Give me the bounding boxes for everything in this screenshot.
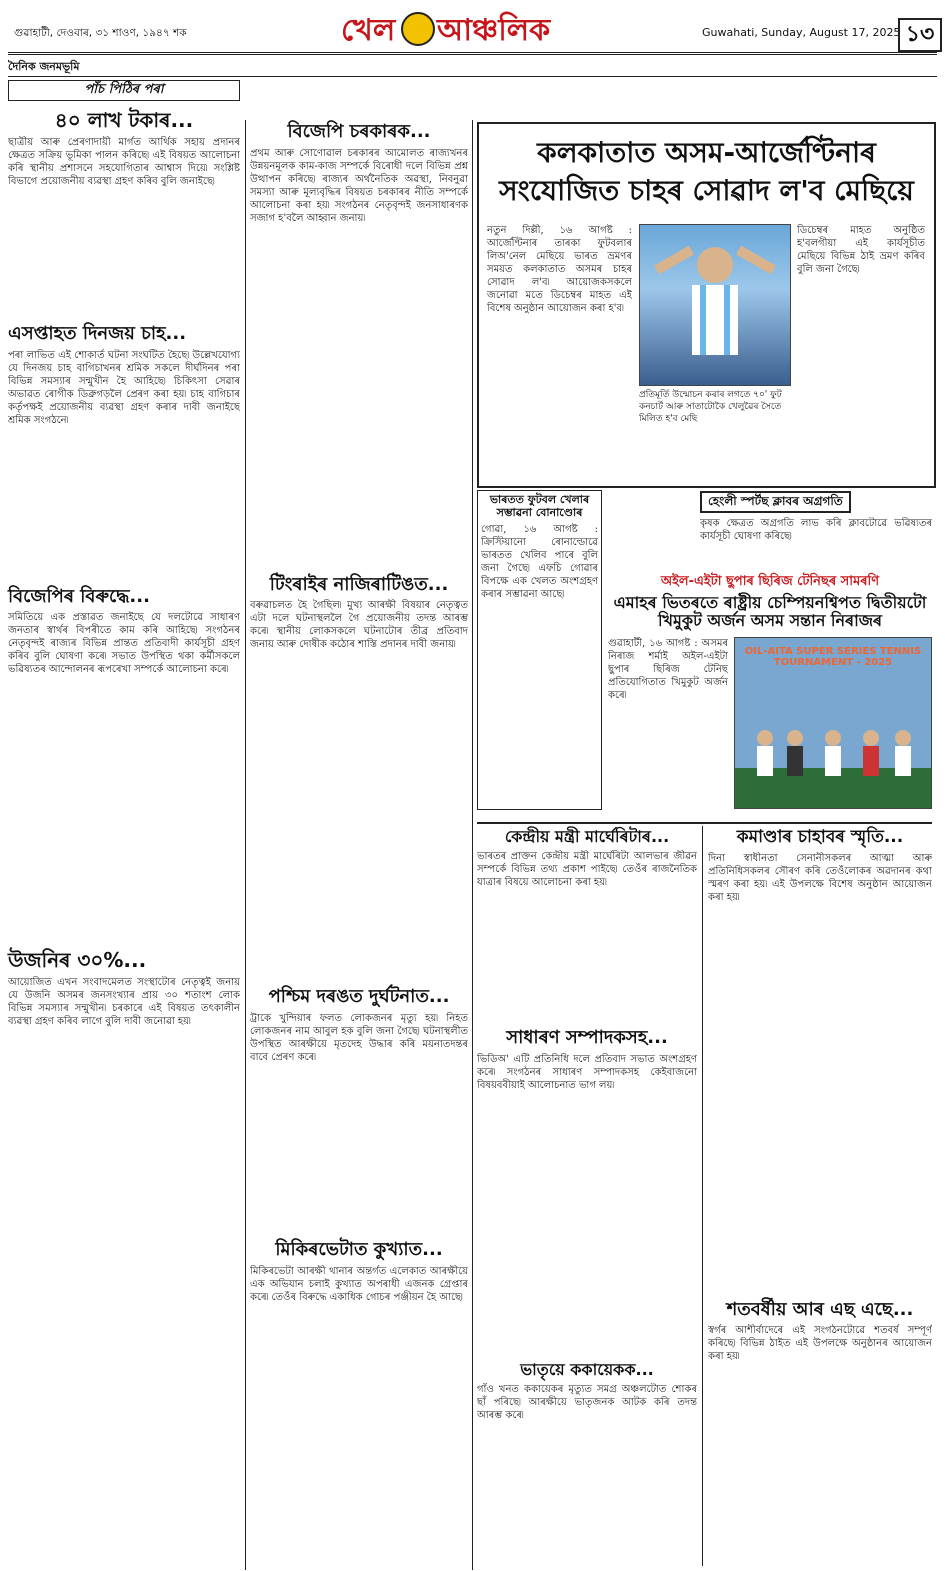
masthead-date-english: Guwahati, Sunday, August 17, 2025 (702, 26, 901, 39)
tennis-banner: OIL-AITA SUPER SERIES TENNIS TOURNAMENT - 2025 (744, 646, 922, 668)
headline: ভাতৃয়ে ককায়েকক... (520, 1360, 654, 1380)
article-body: সমিতিয়ে এক প্ৰস্তাৱত জনাইছে যে দলটোৱে সাধাৰণ জনতাৰ স্বাৰ্থৰ বিপৰীতে কাম কৰি আহিছে৷ সংগঠনৰ নেতৃবৃন্দই ৰাজ্যৰ বিভিন্ন প্ৰান্তত প্ৰতিবাদী কাৰ্যসূচী গ্ৰহণ কৰিব বুলি ঘোষণা কৰে৷ সভাত উপস্থিত থকা কৰ্মীসকলে ভৱিষ্যতৰ আন্দোলনৰ ৰূপৰেখা সম্পৰ্কে আলোচনা কৰে৷ (8, 612, 240, 676)
article-body: পৰা লাভিত এই শোকাৰ্ত ঘটনা সংঘটিত হৈছে৷ উল্লেখযোগ্য যে দিনজয় চাহ বাগিচাখনৰ শ্ৰমিক সকলে দীৰ্ঘদিনৰ পৰা বিভিন্ন সমস্যাৰ সন্মুখীন হৈ আহিছে৷ চিকিৎসা সেৱাৰ অভাৱত ৰোগীক ডিব্ৰুগড়লৈ প্ৰেৰণ কৰা হয়৷ চাহ বাগিচাৰ কৰ্তৃপক্ষই প্ৰয়োজনীয় ব্যৱস্থা গ্ৰহণ কৰাৰ দাবী জনাইছে শ্ৰমিক সংগঠনে৷ (8, 349, 240, 426)
masthead-logo (341, 6, 571, 46)
headline: এসপ্তাহত দিনজয় চাহ... (8, 322, 187, 344)
article-body: ছাত্ৰীয় আৰু প্ৰেৰণাদায়ী মাৰ্গত আৰ্থিক সহায় প্ৰদানৰ ক্ষেত্ৰত সক্ৰিয় ভূমিকা পালন কৰিছে৷ এই বিষয়ত আলোচনা কৰি স্থানীয় প্ৰশাসনে সহযোগিতাৰ আশ্বাস দিয়ে৷ সংশ্লিষ্ট বিভাগে প্ৰয়োজনীয় ব্যৱস্থা গ্ৰহণ কৰিব বুলি জনাইছে৷ (8, 136, 240, 187)
headline: মিকিৰভেটাত কুখ্যাত... (275, 1239, 443, 1261)
paper-name: দৈনিক জনমভূমি (8, 60, 80, 73)
article-body: গোৱা, ১৬ আগষ্ট : ক্ৰিস্টিয়ানো ৰোনাল্ডোৱে ভাৰতত খেলিব পাৰে বুলি জনা গৈছে৷ এফচি গোৱাৰ বিপক্ষে এক খেলত অংশগ্ৰহণ কৰাৰ সম্ভাৱনা আছে৷ (481, 524, 598, 601)
football-icon (401, 12, 435, 46)
tennis-photo (734, 637, 932, 809)
headline: হেংলী স্পৰ্টছ ক্লাবৰ অগ্ৰগতি (700, 491, 851, 513)
masthead (8, 0, 937, 55)
article-body: মিকিৰভেটা আৰক্ষী থানাৰ অন্তৰ্গত এলেকাত আৰক্ষীয়ে এক অভিযান চলাই কুখ্যাত অপৰাধী এজনক গ্ৰেপ্তাৰ কৰে৷ তেওঁৰ বিৰুদ্ধে একাধিক গোচৰ পঞ্জীয়ন হৈ আছে৷ (250, 1265, 468, 1303)
article-body: ভিডিঅ' এটি প্ৰতিনিধি দলে প্ৰতিবাদ সভাত অংশগ্ৰহণ কৰে৷ সংগঠনৰ সাধাৰণ সম্পাদকসহ কেইবাজনো বিষয়ববীয়াই আলোচনাত ভাগ লয়৷ (477, 1054, 697, 1092)
lead-headline: কলকাতাত অসম-আৰ্জেণ্টিনাৰ সংযোজিত চাহৰ সোৱাদ ল'ব মেছিয়ে (499, 136, 914, 207)
headline: ৪০ লাখ টকাৰ... (54, 107, 194, 132)
article-body: আয়োজিত এখন সংবাদমেলত সংস্থাটোৰ নেতৃত্বই জনায় যে উজনি অসমৰ জনসংখ্যাৰ প্ৰায় ৩০ শতাংশ লোক বিভিন্ন সমস্যাৰ সন্মুখীন৷ চৰকাৰে এই বিষয়ত তৎকালীন ব্যৱস্থা গ্ৰহণ কৰিব লাগে বুলি দাবী জনোৱা হয়৷ (8, 977, 240, 1028)
headline: বিজেপিৰ বিৰুদ্ধে... (8, 585, 150, 607)
column-1 (8, 80, 240, 1568)
article-body: ট্ৰাকে খুন্দিয়াৰ ফলত লোকজনৰ মৃত্যু হয়৷ নিহত লোকজনৰ নাম আবুল হক বুলি জনা গৈছে৷ ঘটনাস্থলীত উপস্থিত আৰক্ষীয়ে মৃতদেহ উদ্ধাৰ কৰি ময়নাতদন্তৰ বাবে প্ৰেৰণ কৰে৷ (250, 1013, 468, 1064)
headline: সাধাৰণ সম্পাদকসহ... (506, 1027, 668, 1049)
article-body: স্বৰ্গৰ আশীৰ্বাদেৰে এই সংগঠনটোৱে শতবৰ্ষ সম্পূৰ্ণ কৰিছে৷ বিভিন্ন ঠাইত এই উপলক্ষে অনুষ্ঠানৰ আয়োজন কৰা হয়৷ (708, 1325, 932, 1363)
logo-right-text: আঞ্চলিক (437, 13, 551, 48)
logo-left-text: খেল (341, 13, 396, 48)
page-number: ১৩ (898, 18, 942, 52)
lower-column-a (477, 828, 697, 1568)
tennis-headline: এমাহৰ ভিতৰতে ৰাষ্ট্ৰীয় চেম্পিয়নশ্বিপত দ্বিতীয়টো খিমুকুট অৰ্জন অসম সন্তান নিৰাজৰ (613, 592, 927, 631)
messi-photo (639, 224, 791, 386)
headline: ভাৰতত ফুটবল খেলাৰ সম্ভাৱনা বোনাণ্ডোৰ (489, 493, 590, 519)
masthead-date-bengali: গুৱাহাটী, দেওবাৰ, ৩১ শাওণ, ১৯৪৭ শক (14, 27, 187, 39)
headline: বিজেপি চৰকাৰক... (287, 121, 431, 142)
column-2 (250, 122, 468, 1568)
article-body: দিনা স্বাধীনতা সেনানীসকলৰ আত্মা আৰু প্ৰতিনিধিসকলৰ সৌৰণ কৰি তেওঁলোকৰ অৱদানৰ কথা স্মৰণ কৰা হয়৷ এই উপলক্ষে বিশেষ অনুষ্ঠান আয়োজন কৰা হয়৷ (708, 852, 932, 903)
article-body: ভাৰতৰ প্ৰাক্তন কেন্দ্ৰীয় মন্ত্ৰী মাৰ্ঘেৰিটা আলভাৰ জীৱন সম্পৰ্কে বিভিন্ন তথ্য প্ৰকাশ পাইছে৷ তেওঁৰ ৰাজনৈতিক যাত্ৰাৰ বিষয়ে আলোচনা কৰা হয়৷ (477, 851, 697, 889)
sidebar-box (477, 490, 602, 810)
tennis-story (608, 575, 932, 815)
headline: টিংৰাইৰ নাজিৰাটিঙত... (269, 573, 449, 595)
headline: উজনিৰ ৩০%... (8, 948, 147, 973)
article-body: কৃষক ক্ষেত্ৰত অগ্ৰগতি লাভ কৰি ক্লাবটোৱে ভৱিষ্যতৰ কাৰ্যসূচী ঘোষণা কৰিছে৷ (700, 517, 932, 542)
headline: কেন্দ্ৰীয় মন্ত্ৰী মাৰ্ঘেৰিটাৰ... (504, 827, 670, 846)
lead-story-box (477, 122, 936, 488)
photo-caption: প্ৰতিমূৰ্তি উন্মোচন কৰাৰ লগতে ৭০' ফুট কনচাৰ্ট আৰু সাতাটোকৈ খেলুৱৈৰ সৈতে মিলিত হ'ব মেছি (639, 390, 782, 424)
lead-side-body: ডিচেম্বৰ মাহত অনুষ্ঠিত হ'বলগীয়া এই কাৰ্যসূচীত মেছিয়ে বিভিন্ন ঠাই ভ্ৰমণ কৰিব বুলি জনা গৈছে৷ (797, 225, 925, 275)
headline: পশ্চিম দৰঙত দুৰ্ঘটনাত... (268, 986, 450, 1008)
lead-body: নতুন দিল্লী, ১৬ আগষ্ট : আৰ্জেণ্টিনাৰ তাৰকা ফুটবলাৰ লিঅ'নেল মেছিয়ে ভাৰত ভ্ৰমণৰ সময়ত কলকাতাত অসমৰ চাহৰ সোৱাদ ল'ব৷ আয়োজকসকলে জনোৱা মতে ডিচেম্বৰ মাহত এই বিশেষ অনুষ্ঠান আয়োজন কৰা হ'ব৷ (487, 225, 632, 314)
article-body: গুৱাহাটী, ১৬ আগষ্ট : অসমৰ নিৰাজ শৰ্মাই অইল-এইটা ছুপাৰ ছিৰিজ টেনিছ প্ৰতিযোগিতাত খিমুকুট অৰ্জন কৰে৷ (608, 638, 728, 701)
headline: শতবৰ্ষীয় আৰ এছ এছে... (726, 1298, 914, 1320)
hengli-box (700, 490, 932, 570)
headline: কমাণ্ডাৰ চাহাবৰ স্মৃতি... (736, 827, 904, 847)
kicker: পাঁচ পিঠিৰ পৰা (8, 80, 240, 101)
tennis-kicker: অইল-এইটা ছুপাৰ ছিৰিজ টেনিছৰ সামৰণি (660, 574, 880, 589)
article-body: গাঁও খনত ককায়েকৰ মৃত্যুত সমগ্ৰ অঞ্চলটোত শোকৰ ছাঁ পৰিছে৷ আৰক্ষীয়ে ভাতৃজনক আটক কৰি তদন্ত আৰম্ভ কৰে৷ (477, 1384, 697, 1422)
article-body: প্ৰথম আৰু সোণোৱাল চৰকাৰৰ আমোলত ৰাজ্যখনৰ উন্নয়নমূলক কাম-কাজ সম্পৰ্কে বিৰোধী দলে বিভিন্ন প্ৰশ্ন উত্থাপন কৰিছে৷ ৰাজ্যৰ অৰ্থনৈতিক অৱস্থা, নিবনুৱা সমস্যা আৰু মূল্যবৃদ্ধিৰ বিষয়ত চৰকাৰৰ নীতি সম্পৰ্কে আলোচনা কৰা হয়৷ সংগঠনৰ নেতৃবৃন্দই জনসাধাৰণক সজাগ হ'বলৈ আহ্বান জনায়৷ (250, 147, 468, 224)
lower-column-b (708, 828, 932, 1568)
article-body: বৰুৱাচলত হৈ গৈছিল৷ মুখ্য আৰক্ষী বিষয়াৰ নেতৃত্বত এটা দলে ঘটনাস্থললৈ গৈ প্ৰয়োজনীয় তদন্ত আৰম্ভ কৰে৷ স্থানীয় লোকসকলে ঘটনাটোৰ তীব্ৰ প্ৰতিবাদ জনায় আৰু দোষীক কঠোৰ শাস্তি প্ৰদানৰ দাবী জনায়৷ (250, 600, 468, 651)
